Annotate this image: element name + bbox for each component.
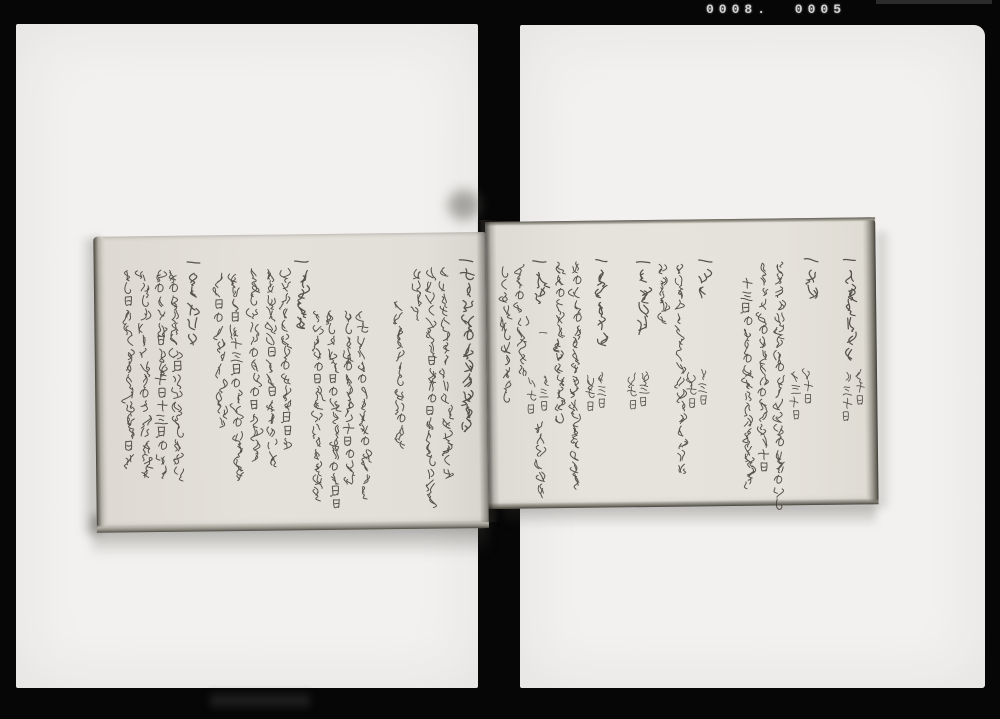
commentary-column <box>205 269 234 433</box>
commentary-column <box>386 297 413 453</box>
film-smudge <box>210 694 310 707</box>
commentary-column <box>305 308 331 502</box>
entry-heading-column <box>835 249 866 365</box>
annotation-column <box>520 374 542 419</box>
commentary-column <box>528 417 552 498</box>
entry-heading-column <box>689 250 720 303</box>
top-edge-sliver <box>876 0 992 4</box>
entry-heading-column <box>586 251 616 351</box>
right-page <box>485 217 878 509</box>
commentary-column <box>114 266 142 469</box>
left-page <box>93 232 489 533</box>
left-fore-edge <box>93 237 109 533</box>
annotation-column <box>621 370 643 415</box>
annotation-column <box>834 368 857 427</box>
commentary-column <box>734 275 762 494</box>
right-page-bottom-rim <box>489 498 879 509</box>
marginal-column <box>535 325 552 341</box>
manuscript-book <box>93 217 879 533</box>
frame-counter-stamp: 0008. 0005 <box>706 2 847 17</box>
entry-heading-column <box>795 250 825 303</box>
book-gutter <box>476 220 500 522</box>
entry-heading-column <box>629 251 660 336</box>
